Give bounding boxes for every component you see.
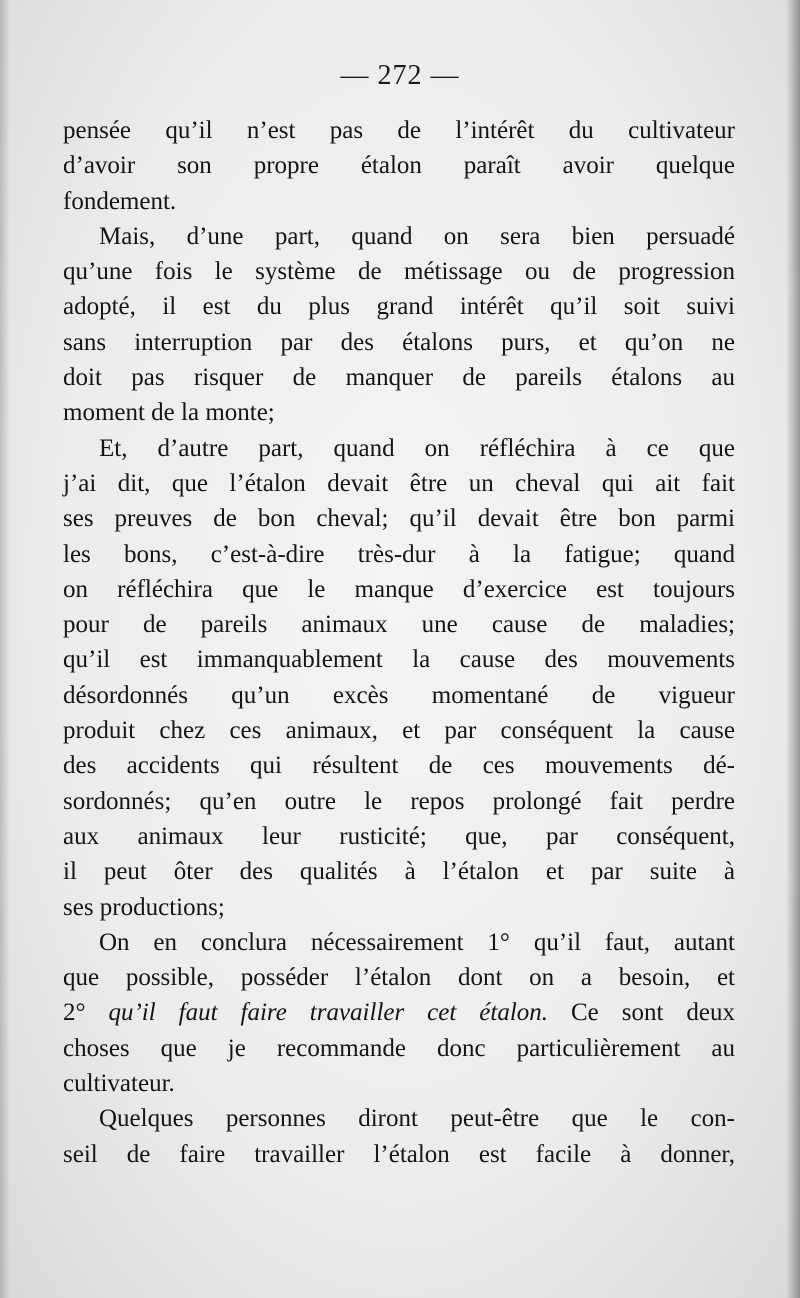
text-line: Et, d’autre part, quand on réfléchira à ce que [99,434,735,462]
text-line: sans interruption par des étalons purs, et qu’on ne [63,328,735,356]
text-line: cultivateur. [63,1070,175,1098]
text-line: sordonnés; qu’en outre le repos prolongé fait perdre [63,787,735,815]
text-line: pour de pareils animaux une cause de maladies; [63,611,735,639]
text-line: aux animaux leur rusticité; que, par conséquent, [63,822,735,850]
text-fragment: Ce sont deux [548,999,735,1027]
text-line: d’avoir son propre étalon paraît avoir quelque [63,152,735,180]
text-line: On en conclura nécessairement 1° qu’il faut, autant [99,928,735,956]
text-line: seil de faire travailler l’étalon est facile à donner, [63,1140,735,1168]
text-line: Mais, d’une part, quand on sera bien persuadé [99,222,735,250]
text-line: Quelques personnes diront peut-être que le con- [99,1105,735,1133]
text-line: ses preuves de bon cheval; qu’il devait être bon parmi [63,505,735,533]
text-line: désordonnés qu’un excès momentané de vigueur [63,681,735,709]
text-line: il peut ôter des qualités à l’étalon et par suite à [63,858,735,886]
text-line: fondement. [63,187,177,215]
text-line: que possible, posséder l’étalon dont on a besoin, et [63,964,735,992]
text-line: produit chez ces animaux, et par conséquent la cause [63,717,735,745]
text-line: qu’il est immanquablement la cause des mouvements [63,646,735,674]
text-line: pensée qu’il n’est pas de l’intérêt du cultivateur [63,117,735,144]
page-number-header: — 272 — [340,60,460,91]
text-line: ses productions; [63,893,225,921]
text-line: les bons, c’est-à-dire très-dur à la fatigue; quand [63,540,735,568]
text-line-mixed [63,995,735,1030]
list-marker: 2° [63,999,109,1027]
text-line: on réfléchira que le manque d’exercice est toujours [63,575,735,603]
text-line: des accidents qui résultent de ces mouvements dé- [63,752,735,780]
text-line: choses que je recommande donc particulièrement au [63,1034,735,1062]
text-line: j’ai dit, que l’étalon devait être un cheval qui ait fait [63,469,735,497]
text-line: moment de la monte; [63,399,275,427]
body-text [63,113,735,1172]
text-line: doit pas risquer de manquer de pareils étalons au [63,364,735,392]
text-line: qu’une fois le système de métissage ou de progression [63,258,735,286]
italic-emphasis: qu’il faut faire travailler cet étalon. [108,999,549,1027]
text-line: adopté, il est du plus grand intérêt qu’il soit suivi [63,293,735,321]
